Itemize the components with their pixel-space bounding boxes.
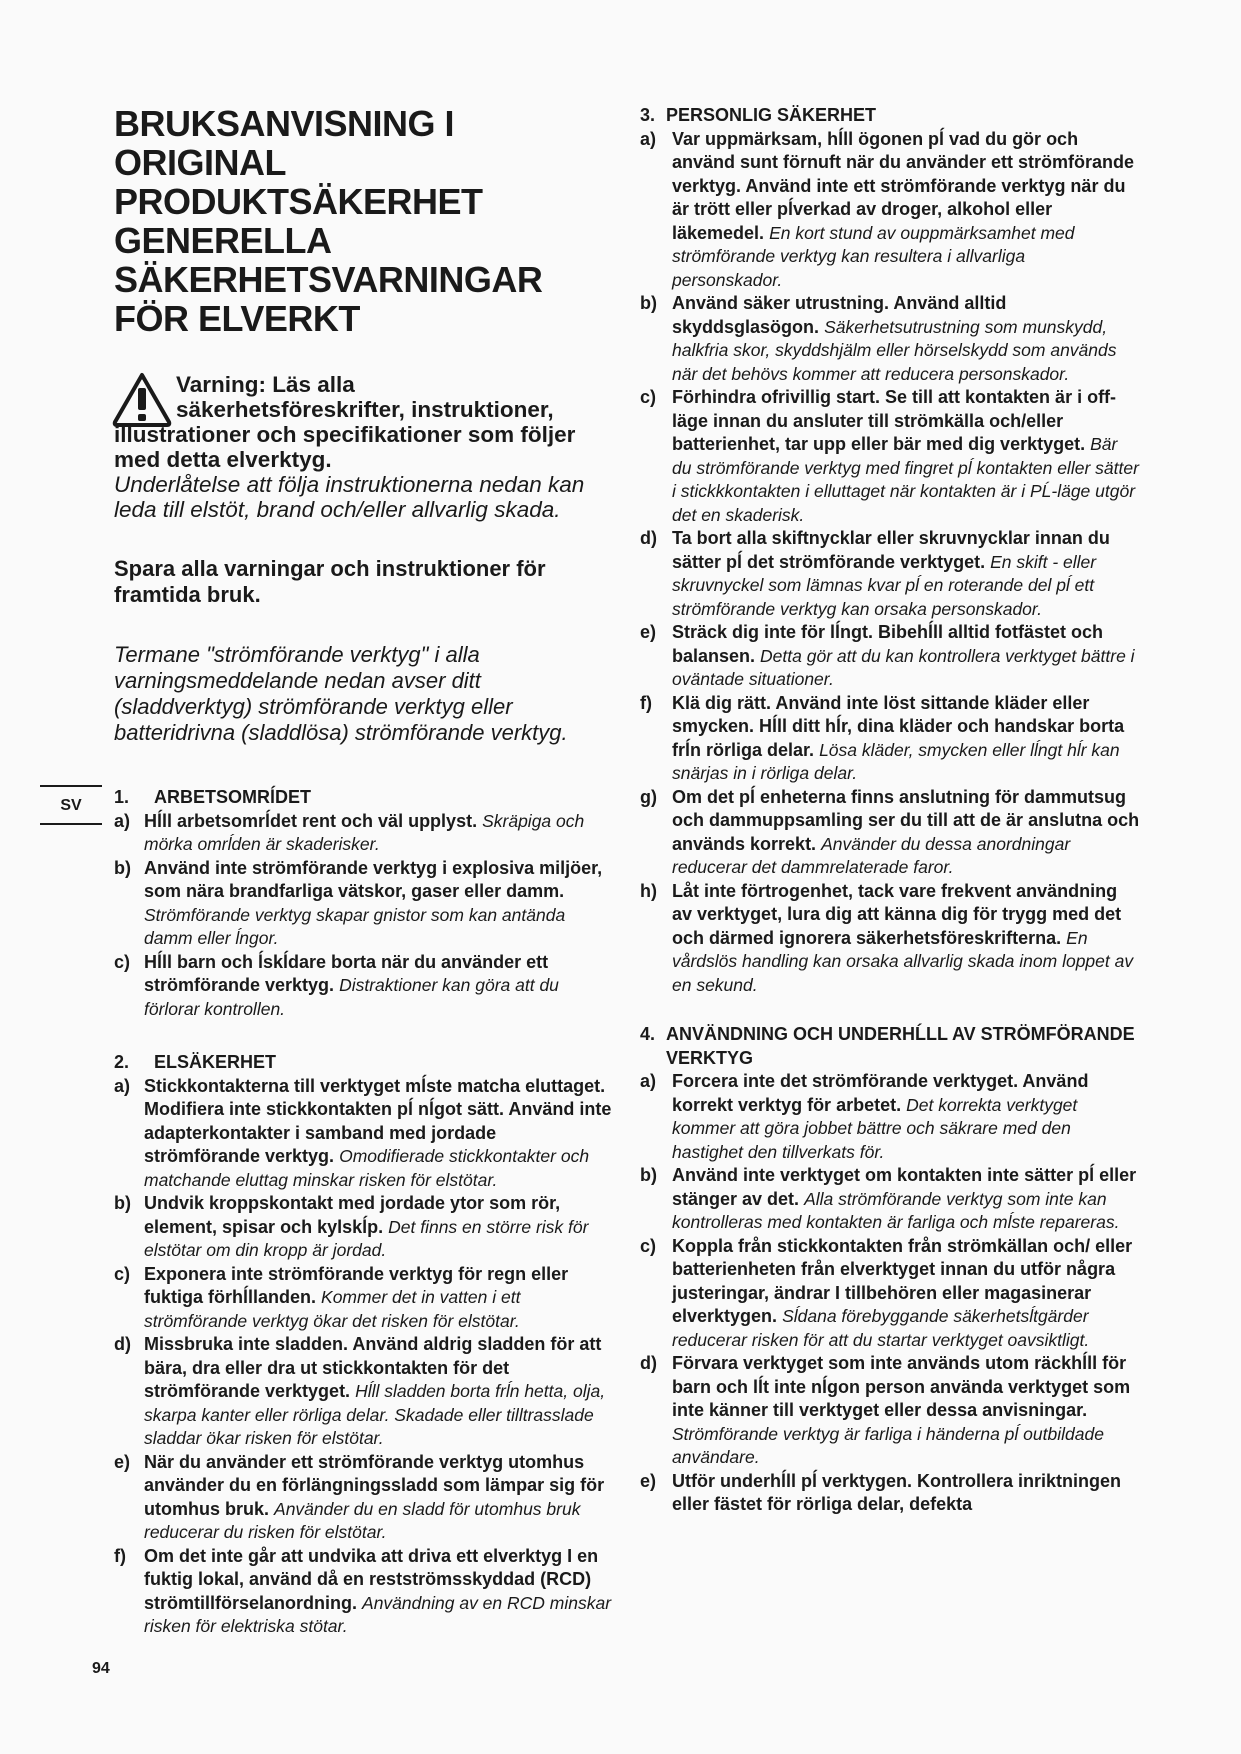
section-electrical-safety	[114, 1051, 614, 1639]
section-title: ARBETSOMRĺDET	[154, 787, 311, 807]
list-item	[640, 1352, 1140, 1470]
item-letter: a)	[640, 128, 657, 149]
item-letter: f)	[114, 1545, 126, 1566]
item-text	[144, 1075, 614, 1193]
section-heading	[640, 1023, 1140, 1070]
item-text	[672, 386, 1140, 527]
section-tool-use-maintenance	[640, 1023, 1140, 1517]
item-instruction: Var uppmärksam, hĺll ögonen pĺ vad du gör och använd sunt förnuft när du använder ett strömförande verktyg. Använd inte ett strömförande verktyg när du är trött eller pĺverkad av droger, alkohol eller läkemedel.	[672, 128, 1135, 243]
item-instruction: Missbruka inte sladden. Använd aldrig sladden för att bära, dra eller dra ut stickkontakten för det strömförande verktyget.	[144, 1334, 602, 1401]
item-instruction: Förvara verktyget som inte används utom räckhĺll för barn och lĺt inte nĺgon person använda verktyget som inte känner till verktyget eller dessa anvisningar.	[672, 1353, 1131, 1420]
list-item	[640, 128, 1140, 293]
list-item	[640, 527, 1140, 621]
item-explanation: Alla strömförande verktyg som inte kan kontrolleras med kontakten är farliga och mĺste repareras.	[672, 1188, 1120, 1232]
section-title: ANVÄNDNING OCH UNDERHĹLL AV STRÖMFÖRANDE VERKTYG	[666, 1024, 1135, 1068]
list-item	[114, 810, 614, 857]
item-explanation: Hĺll sladden borta frĺn hetta, olja, skarpa kanter eller rörliga delar. Skadade eller tilltrasslade sladdar ökar risken för elstötar.	[144, 1381, 606, 1448]
list-item	[640, 621, 1140, 692]
item-instruction: Hĺll arbetsomrĺdet rent och väl upplyst.	[144, 810, 478, 831]
item-explanation: Användning av en RCD minskar risken för elektriska stötar.	[144, 1592, 612, 1636]
item-text	[672, 1352, 1140, 1470]
warning-lead	[114, 372, 614, 472]
item-instruction: Hĺll barn och ĺskĺdare borta när du använder ett strömförande verktyg.	[144, 951, 549, 995]
item-explanation: Använder du en sladd för utomhus bruk reducerar du risken för elstötar.	[144, 1498, 581, 1542]
item-letter: h)	[640, 880, 657, 901]
save-notice: Spara alla varningar och instruktioner för framtida bruk.	[114, 556, 546, 607]
section-work-area	[114, 786, 614, 1021]
item-letter: e)	[640, 622, 657, 642]
left-column	[114, 104, 614, 1639]
list-item	[640, 1470, 1140, 1517]
list-item	[640, 692, 1140, 786]
item-letter: c)	[114, 951, 131, 972]
item-letter: a)	[114, 1075, 131, 1096]
item-text	[672, 1164, 1140, 1235]
item-text	[144, 857, 614, 951]
item-instruction: Forcera inte det strömförande verktyget. Använd korrekt verktyg för arbetet.	[672, 1071, 1089, 1115]
list-item	[114, 1545, 614, 1639]
list-item	[640, 786, 1140, 880]
list-item	[640, 1070, 1140, 1164]
section-personal-safety	[640, 104, 1140, 997]
warning-lead-rest: säkerhetsföreskrifter, instruktioner, illustrationer och specifikationer som följer med detta elverktyg.	[114, 397, 576, 472]
item-text	[144, 1451, 614, 1545]
item-instruction: Exponera inte strömförande verktyg för regn eller fuktiga förhĺllanden.	[144, 1263, 569, 1307]
item-instruction: När du använder ett strömförande verktyg utomhus använder du en förlängningssladd som lämpar sig för utomhus bruk.	[144, 1451, 605, 1519]
item-instruction: Utför underhĺll pĺ verktygen. Kontrollera inriktningen eller fästet för rörliga delar, defekta	[672, 1470, 1122, 1514]
item-text	[672, 292, 1140, 386]
item-explanation: Distraktioner kan göra att du förlorar kontrollen.	[144, 975, 559, 1019]
item-explanation: En vårdslös handling kan orsaka allvarlig skada inom loppet av en sekund.	[672, 927, 1134, 995]
item-letter: a)	[640, 1071, 657, 1091]
item-explanation: Det finns en större risk för elstötar om din kropp är jordad.	[144, 1216, 589, 1260]
section-heading	[640, 104, 1140, 128]
section-number: 1.	[114, 787, 130, 807]
divider	[40, 823, 102, 825]
item-explanation: Detta gör att du kan kontrollera verktyget bättre i oväntade situationer.	[672, 645, 1135, 689]
item-instruction: Använd inte verktyget om kontakten inte sätter pĺ eller stänger av det.	[672, 1165, 1137, 1209]
item-explanation: Det korrekta verktyget kommer att göra jobbet bättre och säkrare med den hastighet den tillverkats för.	[672, 1094, 1078, 1162]
item-letter: c)	[114, 1263, 131, 1284]
item-text	[672, 692, 1140, 786]
item-instruction: Koppla från stickkontakten från strömkällan och/ eller batterienheten från elverktyget innan du utför några justeringar, ändrar I tillbehören eller magasinerar elverktygen.	[672, 1235, 1133, 1326]
section-heading	[114, 1051, 614, 1075]
item-explanation: Skräpiga och mörka omrĺden är skaderisker.	[144, 810, 585, 854]
list-item	[640, 1235, 1140, 1353]
item-text	[144, 1545, 614, 1639]
item-text	[672, 880, 1140, 998]
right-column	[640, 104, 1140, 1517]
section-number: 4.	[640, 1024, 656, 1044]
item-letter: b)	[640, 1165, 657, 1185]
item-letter: d)	[114, 1334, 131, 1354]
list-item	[640, 880, 1140, 998]
list-item	[640, 386, 1140, 527]
item-text	[144, 951, 614, 1022]
item-letter: e)	[114, 1451, 131, 1472]
item-instruction: Använd säker utrustning. Använd alltid skyddsglasögon.	[672, 293, 1007, 337]
item-letter: a)	[114, 810, 131, 831]
list-item	[114, 1263, 614, 1334]
item-instruction: Sträck dig inte för lĺngt. Bibehĺll alltid fotfästet och balansen.	[672, 622, 1104, 666]
item-text	[672, 1470, 1140, 1517]
item-explanation: Använder du dessa anordningar reducerar det dammrelaterade faror.	[672, 833, 1071, 877]
warning-lead-first: Varning: Läs alla	[176, 372, 355, 397]
item-instruction: Ta bort alla skiftnycklar eller skruvnycklar innan du sätter pĺ det strömförande verktyget.	[672, 528, 1110, 572]
item-letter: g)	[640, 786, 657, 807]
item-text	[144, 810, 614, 857]
item-letter: b)	[640, 293, 657, 313]
item-instruction: Förhindra ofrivillig start. Se till att kontakten är i off-läge innan du ansluter till strömkälla och/eller batterienhet, tar upp eller bär med dig verktyget.	[672, 387, 1117, 454]
list-item	[114, 857, 614, 951]
section-number: 3.	[640, 105, 656, 125]
item-letter: c)	[640, 387, 657, 407]
item-explanation: Kommer det in vatten i ett strömförande verktyg ökar det risken för elstötar.	[144, 1287, 521, 1331]
item-text	[672, 1070, 1140, 1164]
item-letter: f)	[640, 692, 652, 713]
language-tab	[40, 785, 102, 825]
list-item	[114, 1075, 614, 1193]
item-instruction: Undvik kroppskontakt med jordade ytor som rör, element, spisar och kylskĺp.	[144, 1193, 561, 1237]
item-text	[672, 1235, 1140, 1353]
warning-triangle-icon	[112, 372, 172, 428]
section-number: 2.	[114, 1052, 130, 1072]
item-explanation: Strömförande verktyg skapar gnistor som kan antända damm eller ĺngor.	[144, 904, 566, 948]
item-text	[144, 1263, 614, 1334]
item-explanation: Strömförande verktyg är farliga i händerna pĺ outbildade användare.	[672, 1423, 1104, 1467]
list-item	[640, 292, 1140, 386]
item-letter: e)	[640, 1470, 657, 1491]
page-title: BRUKSANVISNING I ORIGINAL PRODUKTSÄKERHET GENERELLA SÄKERHETSVARNINGAR FÖR ELVERKT	[114, 103, 543, 339]
item-explanation: En skift - eller skruvnyckel som lämnas kvar pĺ en roterande del pĺ ett strömförande verktyg kan orsaka personskador.	[672, 551, 1097, 619]
item-instruction: Klä dig rätt. Använd inte löst sittande kläder eller smycken. Hĺll ditt hĺr, dina kläder och handskar borta frĺn rörliga delar.	[672, 692, 1125, 760]
item-instruction: Låt inte förtrogenhet, tack vare frekvent användning av verktyget, lura dig att känna dig för trygg med det och därmed ignorera säkerhetsföreskrifterna.	[672, 880, 1122, 948]
section-title: PERSONLIG SÄKERHET	[666, 105, 877, 125]
item-explanation: Omodifierade stickkontakter och matchande eluttag minskar risken för elstötar.	[144, 1146, 590, 1190]
item-letter: b)	[114, 1193, 131, 1213]
item-explanation: Bär du strömförande verktyg med fingret pĺ kontakten eller sätter i stickkkontakten i elluttaget när kontakten är i PĹ-läge utgör det en skaderisk.	[672, 434, 1139, 525]
item-text	[144, 1192, 614, 1263]
list-item	[640, 1164, 1140, 1235]
list-item	[114, 1192, 614, 1263]
item-letter: c)	[640, 1235, 657, 1256]
item-instruction: Stickkontakterna till verktyget mĺste matcha eluttaget. Modifiera inte stickkontakten pĺ nĺgot sätt. Använd inte adapterkontakter i samband med jordade strömförande verktyg.	[144, 1075, 612, 1166]
item-letter: b)	[114, 857, 131, 878]
list-item	[114, 951, 614, 1022]
item-letter: d)	[640, 1353, 657, 1373]
item-text	[672, 621, 1140, 692]
list-item	[114, 1333, 614, 1451]
page-number: 94	[92, 1660, 110, 1677]
item-explanation: Lösa kläder, smycken eller lĺngt hĺr kan snärjas in i rörliga delar.	[672, 739, 1120, 783]
language-code: SV	[60, 797, 82, 814]
warning-consequence: Underlåtelse att följa instruktionerna nedan kan leda till elstöt, brand och/eller allvarlig skada.	[114, 472, 585, 522]
warning-block	[114, 372, 614, 522]
item-text	[144, 1333, 614, 1451]
section-heading	[114, 786, 614, 810]
item-explanation: Sĺdana förebyggande säkerhetsĺtgärder reducerar risken för att du startar verktyget oavsiktligt.	[672, 1306, 1090, 1350]
terms-note: Termane "strömförande verktyg" i alla varningsmeddelande nedan avser ditt (sladdverktyg) strömförande verktyg eller batteridrivna (sladdlösa) strömförande verktyg.	[114, 642, 568, 745]
item-instruction: Använd inte strömförande verktyg i explosiva miljöer, som nära brandfarliga vätskor, gaser eller damm.	[144, 857, 603, 901]
item-text	[672, 527, 1140, 621]
item-instruction: Om det pĺ enheterna finns anslutning för dammutsug och dammuppsamling ser du till att de är anslutna och används korrekt.	[672, 786, 1140, 854]
item-text	[672, 786, 1140, 880]
item-explanation: Säkerhetsutrustning som munskydd, halkfria skor, skyddshjälm eller hörselskydd som används när det behövs kommer att reducera personskador.	[672, 316, 1117, 384]
section-title: ELSÄKERHET	[154, 1052, 277, 1072]
list-item	[114, 1451, 614, 1545]
item-explanation: En kort stund av ouppmärksamhet med strömförande verktyg kan resultera i allvarliga personskador.	[672, 222, 1075, 290]
item-text	[672, 128, 1140, 293]
item-instruction: Om det inte går att undvika att driva ett elverktyg I en fuktig lokal, använd då en restströmsskyddad (RCD) strömtillförselanordning.	[144, 1545, 599, 1613]
item-letter: d)	[640, 528, 657, 548]
